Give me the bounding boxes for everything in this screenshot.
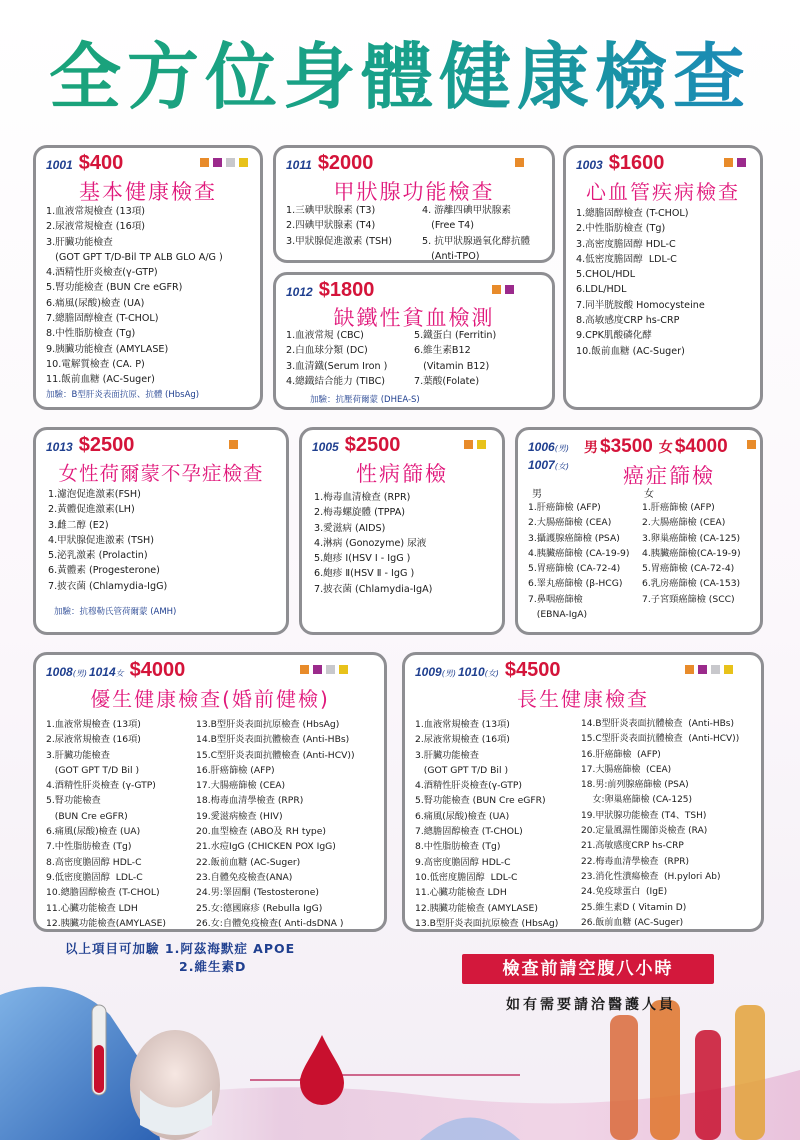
test-item: 6.痛風(尿酸)檢查 (UA) [46,297,145,309]
page-title-text: 全方位身體健康檢查 [48,35,752,119]
test-item-list [286,328,387,389]
package-header [576,152,664,178]
test-item: 7.同半胱胺酸 Homocysteine [576,299,705,311]
package-code-male: 1006 [528,440,555,454]
test-item: 1.三碘甲狀腺素 (T3) [286,205,376,216]
addon-intro: 以上項目可加驗 [65,941,160,956]
test-item-list [196,717,355,931]
package-code: 1012 [286,285,313,299]
test-item: 16.肝癌篩檢 (AFP) [581,749,661,760]
test-item: 4. 游離四碘甲狀腺素 [422,205,511,216]
color-swatch [685,665,694,674]
package-code: 1008 [46,665,73,679]
test-item: 17.大腸癌篩檢 (CEA) [581,764,672,775]
female-tag: (女) [554,462,569,471]
test-item: 8.高敏感度CRP hs-CRP [576,315,680,327]
package-title: 長生健康檢查 [517,687,649,711]
test-item: 25.維生素D ( Vitamin D) [581,902,687,913]
addon-note: 加驗：抗壓荷爾蒙 (DHEA-S) [310,395,420,405]
addon-note: 加驗：B型肝炎表面抗原、抗體 (HbsAg) [46,390,200,400]
test-item: 3.愛滋病 (AIDS) [314,522,386,534]
male-label: 男 [584,439,598,455]
package-code: 1013 [46,440,73,454]
test-item: 1.濾泡促進激素(FSH) [48,489,141,500]
test-item: 19.愛滋病檢查 (HIV) [196,810,283,822]
test-item: 20.定量風濕性關節炎檢查 (RA) [581,826,708,837]
test-item: 5.腎功能檢查 (BUN Cre eGFR) [415,795,546,807]
test-item: 23.消化性潰瘍檢查 (H.pylori Ab) [581,871,721,882]
package-header [286,152,373,178]
package-card-1011 [273,145,555,263]
package-price: $1600 [608,152,665,174]
package-header [46,434,134,460]
addon-item-2: 2.維生素D [179,959,247,974]
male-tag: (男) [72,669,87,678]
test-item: 24.免疫球蛋白 (IgE) [581,887,668,898]
test-item: 6.維生素B12 [414,345,471,357]
test-item: 6.睪丸癌篩檢 (β-HCG) [528,578,623,590]
package-card-1009-1010 [402,652,764,932]
test-item-list [414,328,496,389]
test-item-list [581,717,739,931]
lab-tube-amber-icon [650,1000,680,1140]
package-header [312,434,400,460]
color-swatch [339,665,348,674]
color-swatch [200,158,209,167]
package-code-2: 1014 [88,665,116,679]
test-item: 17.大腸癌篩檢 (CEA) [196,780,286,792]
test-item: 10.低密度膽固醇 LDL-C [415,871,518,883]
package-title: 缺鐵性貧血檢測 [333,306,495,330]
test-item: 7.披衣菌 (Chlamydia-IgA) [314,583,433,595]
package-title: 基本健康檢查 [79,180,217,204]
test-item: 1.血液常規檢查 (13項) [415,719,510,730]
test-item: 2.尿液常規檢查 (16項) [46,734,141,746]
test-item: 1.血液常規檢查 (13項) [46,719,141,730]
test-item: 7.總膽固醇檢查 (T-CHOL) [46,313,159,325]
female-tag: 女 [115,669,124,678]
test-item: (Free T4) [422,220,475,232]
test-item: 5.胃癌篩檢 (CA-72-4) [528,563,621,575]
test-item: 2.梅毒螺旋體 (TPPA) [314,507,406,519]
test-item: 4.低密度膽固醇 LDL-C [576,253,677,265]
test-item: 10.飯前血糖 (AC-Suger) [576,345,685,357]
test-item: 7.子宮頸癌篩檢 (SCC) [642,593,735,605]
test-item: (BUN Cre eGFR) [46,810,128,822]
lab-tube-orange-icon [610,1015,638,1140]
package-card-1013 [33,427,289,635]
test-item: 3.卵巢癌篩檢 (CA-125) [642,532,741,544]
female-label: 女 [658,439,673,455]
package-code: 1011 [286,158,312,172]
package-card-1008-1014 [33,652,387,932]
color-swatch [300,665,309,674]
test-item: (GOT GPT T/D Bil ) [415,764,509,776]
test-tube-blood-icon [94,1045,104,1093]
test-item: 1.肝癌篩檢 (AFP) [642,502,715,513]
test-item: 19.甲狀腺功能檢查 (T4、TSH) [581,810,707,821]
test-item: 4.酒精性肝炎檢查(γ-GTP) [46,267,158,279]
test-item: 3.甲狀腺促進激素 (TSH) [286,235,393,247]
page-title [0,20,800,130]
test-item-list [46,717,166,931]
test-item-list [46,204,223,388]
addon-item-1: 1.阿茲海默症 APOE [164,941,296,956]
color-swatch [213,158,222,167]
test-item: 2.中性脂肪檢查 (Tg) [576,223,666,235]
test-item-list [48,487,167,594]
test-item: 7.葉酸(Folate) [414,375,480,387]
test-item: 15.C型肝炎表面抗體檢查 (Anti-HCV)) [196,749,355,761]
test-item: 21.水痘IgG (CHICKEN POX IgG) [196,841,336,853]
package-price: $1800 [318,279,375,301]
test-item: 13.B型肝炎表面抗原檢查 (HbsAg) [196,719,340,730]
test-item: 9.高密度膽固醇 HDL-C [415,856,511,868]
test-item: 4.胰臟癌篩檢(CA-19-9) [642,547,741,559]
blood-drop-icon [300,1035,344,1105]
female-column-label: 女 [644,489,654,500]
test-item: 5.腎功能檢查 (BUN Cre eGFR) [46,282,183,294]
male-tag: (男) [554,444,569,453]
test-item: 13.B型肝炎表面抗原檢查 (HbsAg) [415,917,559,929]
test-item: 26.飯前血糖 (AC-Suger) [581,917,684,928]
test-item: 2.尿液常規檢查 (16項) [46,221,146,233]
color-swatch [239,158,248,167]
test-item: (EBNA-IgA) [528,609,588,621]
test-item: 1.肝癌篩檢 (AFP) [528,502,601,513]
test-item: (GOT GPT T/D Bil ) [46,764,140,776]
color-swatch [505,285,514,294]
test-item: 8.中性脂肪檢查 (Tg) [46,328,136,340]
package-card-1005 [299,427,505,635]
color-swatch [326,665,335,674]
package-prices [582,436,728,458]
test-item: 3.肝臟功能檢查 [46,749,110,761]
addon-tests [65,940,295,976]
package-title: 癌症篩檢 [623,464,715,488]
package-price: $2500 [344,434,401,456]
fasting-banner: 檢查前請空腹八小時 [462,954,714,984]
test-item: 6.痛風(尿酸)檢查 (UA) [46,826,141,838]
test-item: 1.梅毒血清檢查 (RPR) [314,492,411,503]
test-item: 2.大腸癌篩檢 (CEA) [528,517,612,529]
color-swatch [711,665,720,674]
test-item: 3.肝臟功能檢查 [415,749,479,761]
package-header [415,659,561,685]
test-item: 7.總膽固醇檢查 (T-CHOL) [415,826,523,838]
package-code-2: 1010 [457,665,485,679]
test-item: 6.皰疹 Ⅱ(HSV Ⅱ - IgG ) [314,568,415,580]
test-item-list [415,717,558,931]
test-item: 25.女:德國麻疹 (Rebulla IgG) [196,902,323,914]
test-item: 3.血清鐵(Serum Iron ) [286,360,388,372]
color-swatch [515,158,524,167]
test-item: 5. 抗甲狀腺過氧化酵抗體 [422,235,531,247]
male-column-label: 男 [532,489,542,500]
color-swatch [724,158,733,167]
consult-note: 如有需要請洽醫護人員 [506,997,676,1013]
test-item: 23.自體免疫檢查(ANA) [196,871,293,883]
test-item: 9.CPK肌酸磷化酵 [576,330,652,342]
package-card-1003 [563,145,763,410]
test-item: 2.大腸癌篩檢 (CEA) [642,517,726,529]
test-item: 11.心臟功能檢查 LDH [46,902,138,914]
test-item: 8.高密度膽固醇 HDL-C [46,856,142,868]
test-item: 女:卵巢癌篩檢 (CA-125) [581,795,693,806]
test-item: 5.泌乳激素 (Prolactin) [48,550,148,562]
test-item: 26.女:自體免疫檢查( Anti-dsDNA ) [196,917,344,929]
test-item: 10.電解質檢查 (CA. P) [46,358,145,370]
test-item: 7.鼻咽癌篩檢 [528,593,583,605]
color-swatch [724,665,733,674]
test-item: 21.高敏感度CRP hs-CRP [581,841,684,852]
female-test-list [642,500,741,607]
test-item: 9.低密度膽固醇 LDL-C [46,871,143,883]
test-item: 11.飯前血糖 (AC-Suger) [46,374,155,386]
test-item: 4.酒精性肝炎檢查 (γ-GTP) [46,780,156,792]
package-price: $400 [78,152,124,174]
test-item: 1.總膽固醇檢查 (T-CHOL) [576,208,689,219]
test-item: 4.淋病 (Gonozyme) 尿液 [314,537,427,549]
test-item: 5.胃癌篩檢 (CA-72-4) [642,563,735,575]
lab-tube-yellow-icon [735,1005,765,1140]
package-code-female: 1007 [528,458,555,472]
package-header [46,152,123,178]
test-item: 2.白血球分類 (DC) [286,345,368,357]
test-item: 2.尿液常規檢查 (16項) [415,734,510,746]
male-test-list [528,500,629,622]
package-title: 甲狀腺功能檢查 [333,180,495,204]
test-item: 12.胰臟功能檢查(AMYLASE) [46,917,166,929]
test-item: 3.肝臟功能檢查 [46,236,113,248]
package-price-female: $4000 [674,436,728,457]
female-tag: (女) [484,669,499,678]
package-code: 1003 [576,158,603,172]
package-card-1012 [273,272,555,410]
test-item: 18.梅毒血清學檢查 (RPR) [196,795,304,807]
color-swatch [698,665,707,674]
test-item: 9.胰臟功能檢查 (AMYLASE) [46,343,169,355]
test-item: 4.胰臟癌篩檢 (CA-19-9) [528,547,630,559]
color-swatch [477,440,486,449]
lab-tube-red-icon [695,1030,721,1140]
test-item: 5.CHOL/HDL [576,269,636,281]
test-item: (GOT GPT T/D-Bil TP ALB GLO A/G ) [46,251,223,263]
test-item: 5.腎功能檢查 [46,795,101,807]
package-code: 1009 [415,665,442,679]
test-item-list [422,203,530,263]
test-item: 15.C型肝炎表面抗體檢查 (Anti-HCV)) [581,734,740,745]
test-item: 22.梅毒血清學檢查 (RPR) [581,856,689,867]
package-code: 1001 [46,158,73,172]
test-item: 5.皰疹 Ⅰ(HSV Ⅰ - IgG ) [314,553,411,565]
test-item: 20.血型檢查 (ABO及 RH type) [196,826,326,838]
package-price: $2000 [317,152,374,174]
test-item: 2.黃體促進激素(LH) [48,504,135,516]
package-title: 性病篩檢 [356,462,448,486]
test-item: 14.B型肝炎表面抗體檢查 (Anti-HBs) [196,734,350,746]
test-item: 22.飯前血糖 (AC-Suger) [196,856,301,868]
test-item: 5.鐵蛋白 (Ferritin) [414,330,497,341]
color-swatch [492,285,501,294]
test-item: 11.心臟功能檢查 LDH [415,887,507,899]
test-item-list [314,490,432,597]
test-item: 4.酒精性肝炎檢查(γ-GTP) [415,780,522,792]
test-item: 18.男:前列腺癌篩檢 (PSA) [581,780,689,791]
package-title: 優生健康檢查(婚前健檢) [90,687,330,711]
package-price-male: $3500 [600,436,653,457]
test-item: 12.胰臟功能檢查 (AMYLASE) [415,902,538,914]
test-item: 4.總鐵結合能力 (TIBC) [286,375,386,387]
color-swatch [737,158,746,167]
test-item: 3.雌二醇 (E2) [48,519,109,531]
color-swatch [464,440,473,449]
test-item-list [286,203,392,249]
test-item: 2.四碘甲狀腺素 (T4) [286,220,376,232]
test-item: (Anti-TPO) [422,250,480,262]
package-title: 女性荷爾蒙不孕症檢查 [58,462,264,485]
package-price: $2500 [78,434,135,456]
test-item: 24.男:睪固酮 (Testosterone) [196,887,319,899]
male-tag: (男) [441,669,456,678]
test-item: 10.總膽固醇檢查 (T-CHOL) [46,887,160,899]
test-item: 1.血液常規檢查 (13項) [46,206,146,217]
package-card-1001 [33,145,263,410]
package-price: $4500 [504,659,561,681]
test-item: (Vitamin B12) [414,360,490,372]
package-title: 心血管疾病檢查 [586,180,740,204]
test-item: 3.高密度膽固醇 HDL-C [576,238,676,250]
test-item: 16.肝癌篩檢 (AFP) [196,764,275,776]
package-card-1006-1007 [515,427,763,635]
test-item: 14.B型肝炎表面抗體檢查 (Anti-HBs) [581,719,735,729]
test-item: 6.LDL/HDL [576,284,627,296]
package-price: $4000 [129,659,186,681]
test-item: 6.黃體素 (Progesterone) [48,565,160,577]
color-swatch [226,158,235,167]
test-item: 1.血液常規 (CBC) [286,330,364,341]
test-item: 8.中性脂肪檢查 (Tg) [415,841,501,853]
package-code: 1005 [312,440,339,454]
test-item: 6.乳房癌篩檢 (CA-153) [642,578,741,590]
test-item-list [576,206,705,359]
test-item: 6.痛風(尿酸)檢查 (UA) [415,810,510,822]
color-swatch [229,440,238,449]
test-item: 7.披衣菌 (Chlamydia-IgG) [48,580,168,592]
addon-note: 加驗：抗穆勒氏管荷爾蒙 (AMH) [54,607,177,617]
color-swatch [747,440,756,449]
color-swatch [313,665,322,674]
test-item: 3.攝護腺癌篩檢 (PSA) [528,532,620,544]
test-item: 7.中性脂肪檢查 (Tg) [46,841,132,853]
test-item: 4.甲狀腺促進激素 (TSH) [48,534,155,546]
package-header [46,659,185,685]
